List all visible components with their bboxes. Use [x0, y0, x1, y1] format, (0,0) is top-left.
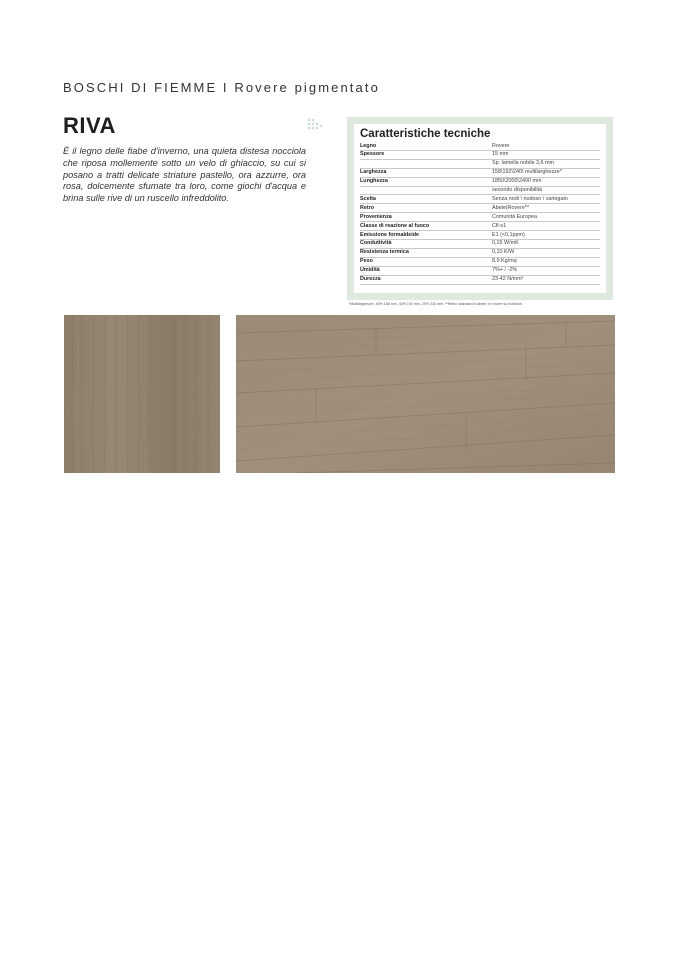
spec-value: Senza nodi \ nodoso \ variegato — [492, 195, 600, 204]
spec-label: Spessore — [360, 150, 492, 159]
specs-table — [360, 142, 600, 285]
spec-label: Durezza — [360, 275, 492, 284]
spec-label: Emissione formaldeide — [360, 231, 492, 240]
spec-value: Cfl-s1 — [492, 222, 600, 231]
spec-row — [360, 150, 600, 159]
spec-value: Rovere — [492, 142, 600, 150]
spec-row — [360, 159, 600, 168]
spec-value: 0,10 K/W — [492, 248, 600, 257]
spec-label: Classe di reazione al fuoco — [360, 222, 492, 231]
spec-label: Larghezza — [360, 168, 492, 177]
spec-value: 15 mm — [492, 150, 600, 159]
spec-label: Umidità — [360, 266, 492, 275]
spec-row — [360, 168, 600, 177]
spec-row — [360, 266, 600, 275]
spec-row — [360, 257, 600, 266]
technical-specs-panel — [347, 117, 613, 300]
spec-row — [360, 213, 600, 222]
wood-sample-closeup-image — [64, 315, 220, 473]
spec-value: Abete|Rovere** — [492, 204, 600, 213]
spec-label — [360, 186, 492, 195]
spec-value: Sp. lamella nobile 3,6 mm — [492, 159, 600, 168]
spec-row — [360, 186, 600, 195]
spec-label: Scelta — [360, 195, 492, 204]
spec-row — [360, 195, 600, 204]
technical-specs-card — [354, 124, 606, 293]
spec-label: Resistenza termica — [360, 248, 492, 257]
spec-row — [360, 239, 600, 248]
spec-row — [360, 177, 600, 186]
spec-value: 8,9 Kg/mq — [492, 257, 600, 266]
spec-row — [360, 204, 600, 213]
spec-row — [360, 248, 600, 257]
brand-collection-header: BOSCHI DI FIEMME I Rovere pigmentato — [63, 80, 380, 95]
spec-row — [360, 142, 600, 150]
product-description: È il legno delle fiabe d'inverno, una quieta distesa nocciola che riposa mollemente sotto un velo di ghiaccio, su cui si posano a tratti delicate striature pastello, ora azzurre, ora rosa, dolcemente sfumate tra loro, come giochi d'acqua e brina sulle rive di un ruscello infreddolito. — [63, 146, 306, 204]
spec-label: Legno — [360, 142, 492, 150]
spec-row — [360, 222, 600, 231]
spec-row — [360, 275, 600, 284]
spec-value: Comunità Europea — [492, 213, 600, 222]
spec-label — [360, 159, 492, 168]
spec-label: Retro — [360, 204, 492, 213]
product-title: RIVA — [63, 113, 116, 138]
decorative-dots-icon — [307, 118, 323, 132]
spec-value: 23-42 N/mm² — [492, 275, 600, 284]
spec-row — [360, 231, 600, 240]
specs-footnote: *Multilarghezze: 40% 158 mm, 40% 192 mm, 20% 240 mm. **Retro: standard in abete; in rovere su richiesta — [349, 302, 522, 306]
spec-value: 1850\2000\2400 mm — [492, 177, 600, 186]
spec-label: Provenienza — [360, 213, 492, 222]
spec-value: 7%+ / -2% — [492, 266, 600, 275]
wood-floor-installed-image — [236, 315, 615, 473]
spec-label: Peso — [360, 257, 492, 266]
spec-value: E1 (<0,1ppm) — [492, 231, 600, 240]
spec-label: Conduttività — [360, 239, 492, 248]
specs-title: Caratteristiche tecniche — [360, 128, 491, 140]
spec-value: secondo disponibilità — [492, 186, 600, 195]
spec-label: Lunghezza — [360, 177, 492, 186]
spec-value: 0,15 W/mK — [492, 239, 600, 248]
spec-value: 158\192\240\ multilarghezze* — [492, 168, 600, 177]
